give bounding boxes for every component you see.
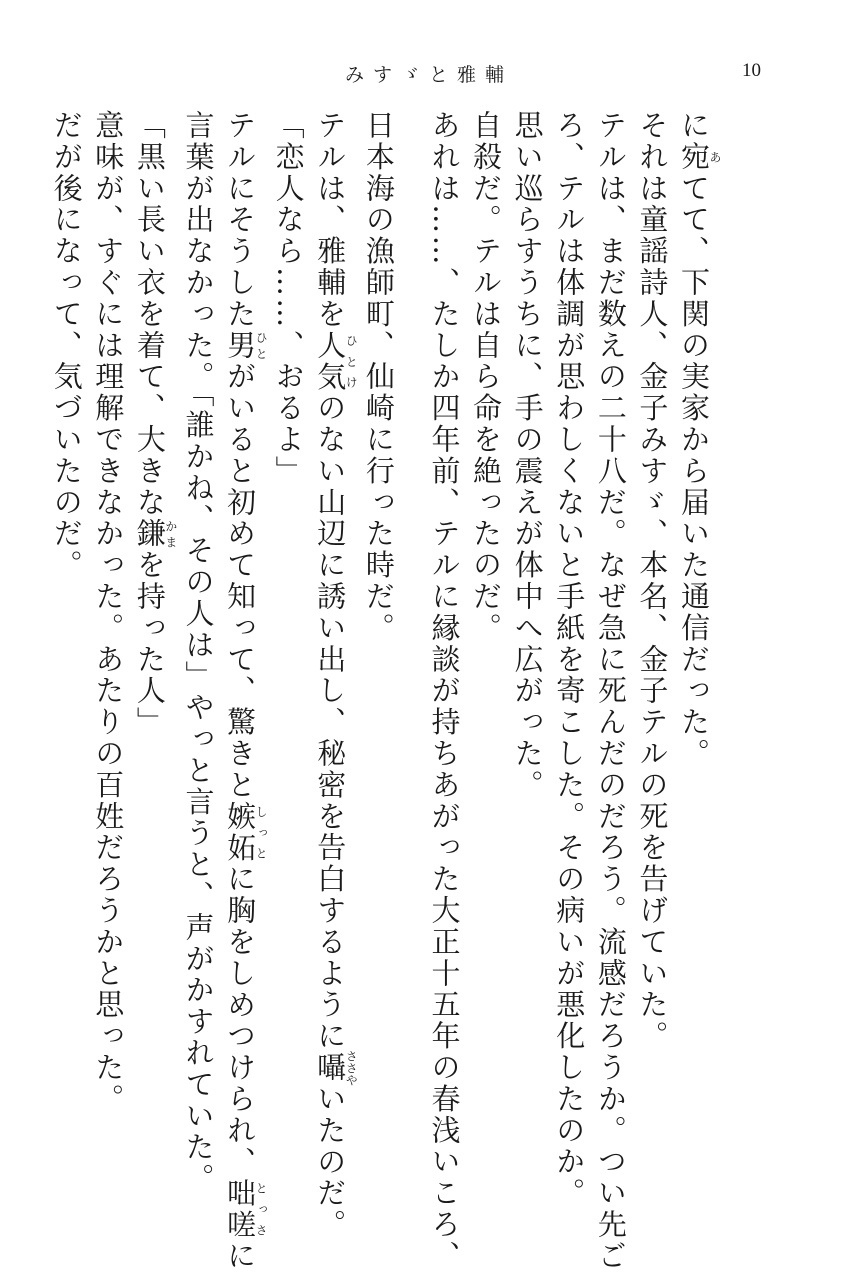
page-number: 10	[742, 60, 761, 81]
text-line	[45, 110, 87, 1120]
text-segment: 「恋人なら……、おるよ」	[271, 110, 306, 487]
ruby-annotation	[223, 1177, 269, 1241]
text-segment: 「黒い長い衣を着て、大きな	[132, 110, 167, 519]
ruby-annotation	[223, 800, 269, 864]
text-segment: テルは、雅輔を	[313, 110, 348, 330]
text-segment: いたのだ。	[313, 1083, 348, 1241]
ruby-base: 囁	[313, 1049, 348, 1086]
text-segment: てて、下関の実家から届いた通信だった。	[677, 172, 711, 770]
text-line	[218, 110, 269, 1272]
text-line	[423, 110, 465, 1272]
ruby-base: 人気	[313, 329, 348, 393]
ruby-reading: かま	[163, 518, 178, 550]
text-line	[464, 110, 506, 1120]
text-segment: 思い巡らすうちに、手の震えが体中へ広がった。	[510, 110, 545, 801]
ruby-annotation	[677, 141, 722, 173]
ruby-reading: とっさ	[254, 1177, 269, 1241]
text-line	[672, 110, 721, 1120]
ruby-base: 鎌	[132, 518, 167, 550]
text-line	[177, 110, 219, 1195]
ruby-base: 男	[223, 329, 258, 362]
text-segment: 意味が、すぐには理解できなかった。あたりの百姓だろうかと思った。	[91, 110, 126, 1115]
text-segment: がいると初めて知って、驚きと	[223, 361, 258, 801]
text-line	[357, 110, 399, 1120]
text-line	[87, 110, 129, 1120]
text-line	[128, 110, 177, 1120]
page-header	[0, 60, 841, 90]
text-line	[267, 110, 309, 1120]
ruby-reading: ひとけ	[344, 329, 359, 393]
text-segment: 日本海の漁師町、仙崎に行った時だ。	[361, 110, 396, 644]
text-segment: 言葉が出なかった。「誰かね、その人は」やっと言うと、声がかすれていた。	[181, 110, 216, 1195]
ruby-annotation	[313, 329, 359, 393]
text-segment: に	[677, 110, 711, 142]
text-segment: のない山辺に誘い出し、秘密を告白するように	[313, 392, 348, 1053]
ruby-annotation	[313, 1049, 359, 1086]
text-segment: それは童謡詩人、金子みすゞ、本名、金子テルの死を告げていた。	[635, 110, 670, 1052]
text-segment: テルは、まだ数えの二十八だ。なぜ急に死んだのだろう。流感だろうか。つい先ご	[593, 110, 628, 1272]
text-segment: に	[223, 1240, 258, 1272]
ruby-base: 宛	[677, 141, 711, 173]
text-line	[506, 110, 548, 1120]
text-segment: あれは……、たしか四年前、テルに縁談が持ちあがった大正十五年の春浅いころ、	[427, 110, 462, 1272]
text-line	[548, 110, 590, 1209]
ruby-reading: ひと	[254, 329, 269, 362]
vertical-body-text	[45, 110, 722, 1272]
text-segment: を持った人」	[132, 549, 167, 739]
text-line	[589, 110, 631, 1272]
text-segment: だが後になって、気づいたのだ。	[49, 110, 84, 581]
text-segment: 自殺だ。テルは自ら命を絶ったのだ。	[469, 110, 504, 644]
ruby-reading: しっと	[254, 800, 269, 864]
ruby-base: 咄嗟	[223, 1177, 258, 1241]
ruby-annotation	[223, 329, 269, 362]
text-line	[631, 110, 673, 1120]
ruby-annotation	[132, 518, 178, 550]
ruby-reading: あ	[708, 141, 722, 173]
ruby-base: 嫉妬	[223, 800, 258, 864]
ruby-reading: ささや	[344, 1049, 359, 1086]
text-segment: ろ、テルは体調が思わしくないと手紙を寄こした。その病いが悪化したのか。	[552, 110, 587, 1209]
text-segment: に胸をしめつけられ、	[223, 863, 258, 1178]
running-title: みすゞと雅輔	[345, 64, 514, 86]
text-line	[309, 110, 359, 1241]
text-segment: テルにそうした	[223, 110, 258, 330]
